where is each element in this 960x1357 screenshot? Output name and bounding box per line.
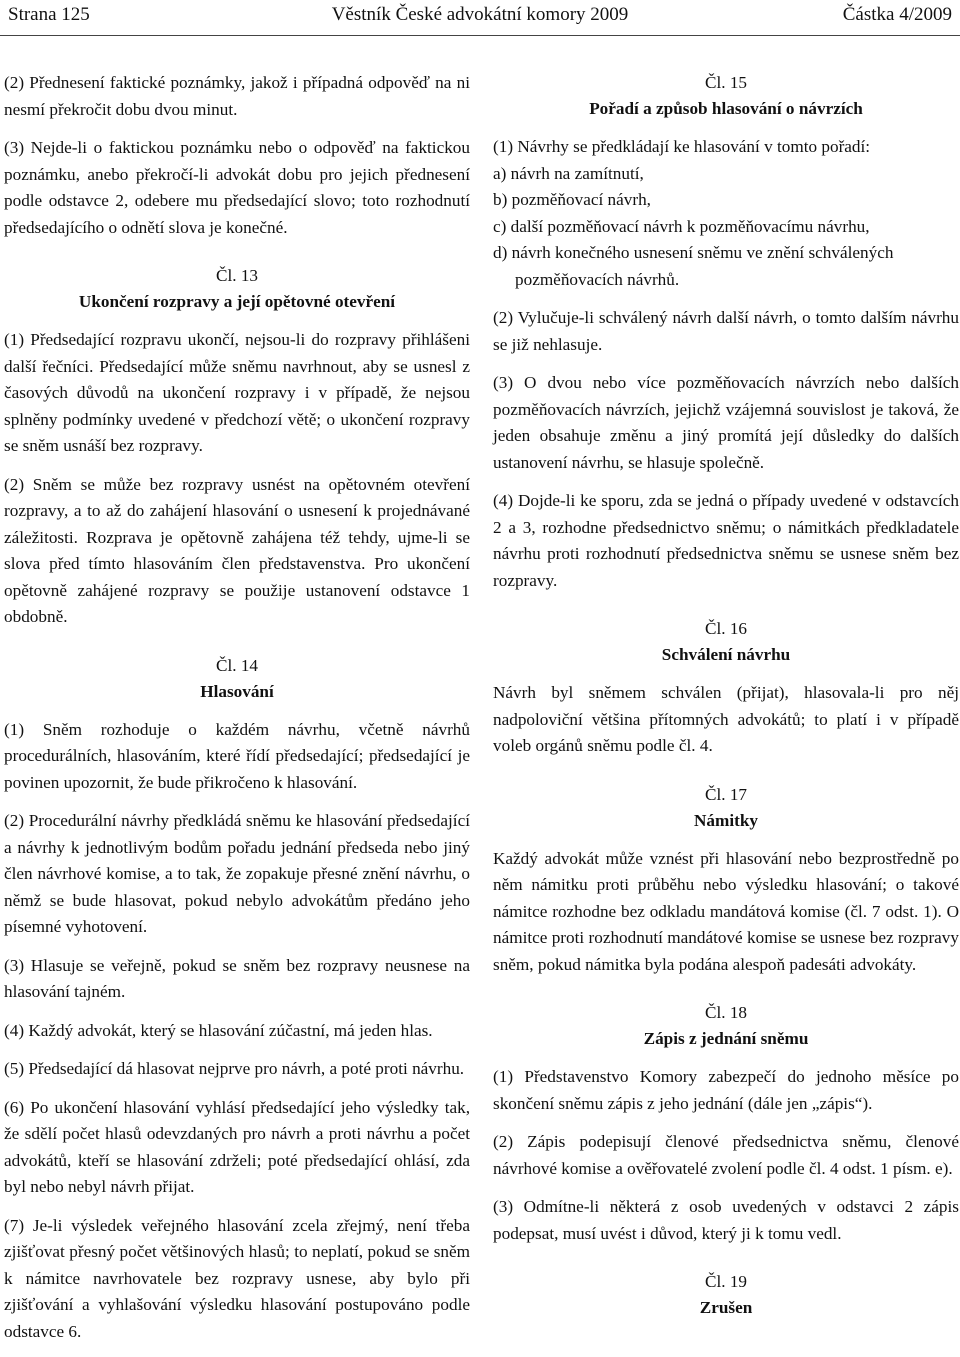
issue-number: Částka 4/2009 [842,4,952,25]
paragraph: (1) Sněm rozhoduje o každém návrhu, včetně návrhů procedurálních, hlasováním, které řídí předsedající; předsedající je povinen upozornit, že bude přikročeno k hlasování. [4,719,470,792]
paragraph: (3) Hlasuje se veřejně, pokud se sněm bez rozpravy neusnese na hlasování tajném. [4,955,470,1001]
article-title: Zápis z jednání sněmu [643,1029,809,1048]
page-number: Strana 125 [8,4,90,25]
paragraph: (1) Představenstvo Komory zabezpečí do jednoho měsíce po skončení sněmu zápis z jeho jednání (dále jen „zápis“). [493,1067,959,1113]
list-item: d) návrh konečného usnesení sněmu ve znění schválených pozměňovacích návrhů. [493,243,894,289]
list-item: (1) Návrhy se předkládají ke hlasování v tomto pořadí: [493,137,871,156]
paragraph: (3) O dvou nebo více pozměňovacích návrzích nebo dalších pozměňovacích návrzích, jejichž vzájemná souvislost je taková, že jeden obsahuje změnu a jiný promítá její důsledky do dalších ustanovení návrhu, se hlasuje společně. [493,373,959,472]
journal-title: Věstník České advokátní komory 2009 [331,4,629,25]
list-item: b) pozměňovací návrh, [493,190,651,209]
paragraph: Každý advokát může vznést při hlasování nebo bezprostředně po něm námitku proti průběhu nebo výsledku hlasování; o takové námitce rozhodne bez odkladu mandátová komise (čl. 7 odst. 1). O námitce proti rozhodnutí mandátové komise se usnese bez rozpravy sněm, pokud námitka byla podána alespoň padesáti advokáty. [493,848,959,974]
article-title: Schválení návrhu [661,645,791,664]
paragraph: (2) Přednesení faktické poznámky, jakož i případná odpověď na ni nesmí překročit dobu dvou minut. [4,73,470,119]
article-number: Čl. 19 [704,1272,748,1291]
paragraph: (1) Předsedající rozpravu ukončí, nejsou-li do rozpravy přihlášeni další řečníci. Předsedající může sněmu navrhnout, aby se usnesl z časových důvodů na ukončení rozpravy i v případě, že nejsou splněny podmínky uvedené v předchozí větě; o ukončení rozpravy se sněm usnáší bez rozpravy. [4,330,470,455]
running-header [8,3,952,27]
paragraph: Návrh byl sněmem schválen (přijat), hlasovala-li pro něj nadpoloviční většina přítomných advokátů; to platí i v případě voleb orgánů sněmu podle čl. 4. [493,683,959,755]
paragraph: (2) Vylučuje-li schválený návrh další návrh, o tomto dalším návrhu se již nehlasuje. [493,308,959,354]
article-title: Pořadí a způsob hlasování o návrzích [589,99,863,118]
paragraph: (5) Předsedající dá hlasovat nejprve pro návrh, a poté proti návrhu. [4,1059,465,1078]
article-title: Hlasování [200,681,274,701]
right-column [493,70,959,1333]
article-number: Čl. 13 [215,266,259,285]
left-column [4,70,470,1357]
article-title: Zrušen [699,1298,753,1317]
list-item: a) návrh na zamítnutí, [493,163,644,183]
paragraph: (4) Každý advokát, který se hlasování zúčastní, má jeden hlas. [4,1020,433,1040]
paragraph: (2) Zápis podepisují členové předsednictva sněmu, členové návrhové komise a ověřovatelé zvolení podle čl. 4 odst. 1 písm. e). [493,1132,959,1178]
paragraph: (4) Dojde-li ke sporu, zda se jedná o případy uvedené v odstavcích 2 a 3, rozhodne předsednictvo sněmu; o námitkách předkladatele návrhu proti rozhodnutí předsednictva sněmu se usnese sněm bez rozpravy. [493,491,959,590]
paragraph: (2) Sněm se může bez rozpravy usnést na opětovném otevření rozpravy, a to až do zahájení hlasování o usnesení k projednávané záležitosti. Rozprava je opětovně zahájena též tehdy, ujme-li se slova před tímto hlasováním člen představenstva. Pro ukončení opětovně zahájené rozpravy se použije ustanovení odstavce 1 obdobně. [4,474,470,626]
article-number: Čl. 16 [704,619,748,638]
paragraph: (2) Procedurální návrhy předkládá sněmu ke hlasování předsedající a návrhy k jednotlivým bodům pořadu jednání předseda nebo jiný člen návrhové komise, a to tak, že zopakuje přesné znění návrhu, o němž se bude hlasovat, pokud nebylo advokátům předáno jeho písemné vyhotovení. [4,811,470,936]
voting-order-list [493,134,959,293]
paragraph: (7) Je-li výsledek veřejného hlasování zcela zřejmý, není třeba zjišťovat přesný počet většinových hlasů; to neplatí, pokud se sněm k námitce navrhovatele bez rozpravy usnese, aby bylo při zjišťování a vyhlašování výsledku hlasování postupováno podle odstavce 6. [4,1215,470,1341]
paragraph: (3) Odmítne-li některá z osob uvedených v odstavci 2 zápis podepsat, musí uvést i důvod, který ji k tomu vedl. [493,1197,959,1243]
list-item: c) další pozměňovací návrh k pozměňovacímu návrhu, [493,216,870,236]
article-number: Čl. 15 [704,73,748,92]
article-number: Čl. 17 [704,784,748,804]
article-title: Námitky [694,810,758,830]
paragraph: (3) Nejde-li o faktickou poznámku nebo o odpověď na faktickou poznámku, anebo překročí-li advokát dobu pro jejich přednesení podle odstavce 2, odebere mu předsedající slovo; toto rozhodnutí předsedajícího o odnětí slova je konečné. [4,138,470,237]
paragraph: (6) Po ukončení hlasování vyhlásí předsedající jeho výsledky tak, že sdělí počet hlasů odevzdaných pro návrh a proti návrhu a počet advokátů, kteří se hlasování zdrželi; poté předsedající ohlásí, zda byl nebo nebyl návrh přijat. [4,1097,470,1196]
article-number: Čl. 14 [215,655,259,675]
article-number: Čl. 18 [704,1003,748,1022]
article-title: Ukončení rozpravy a její opětovné otevření [78,292,396,311]
header-divider [0,35,960,36]
